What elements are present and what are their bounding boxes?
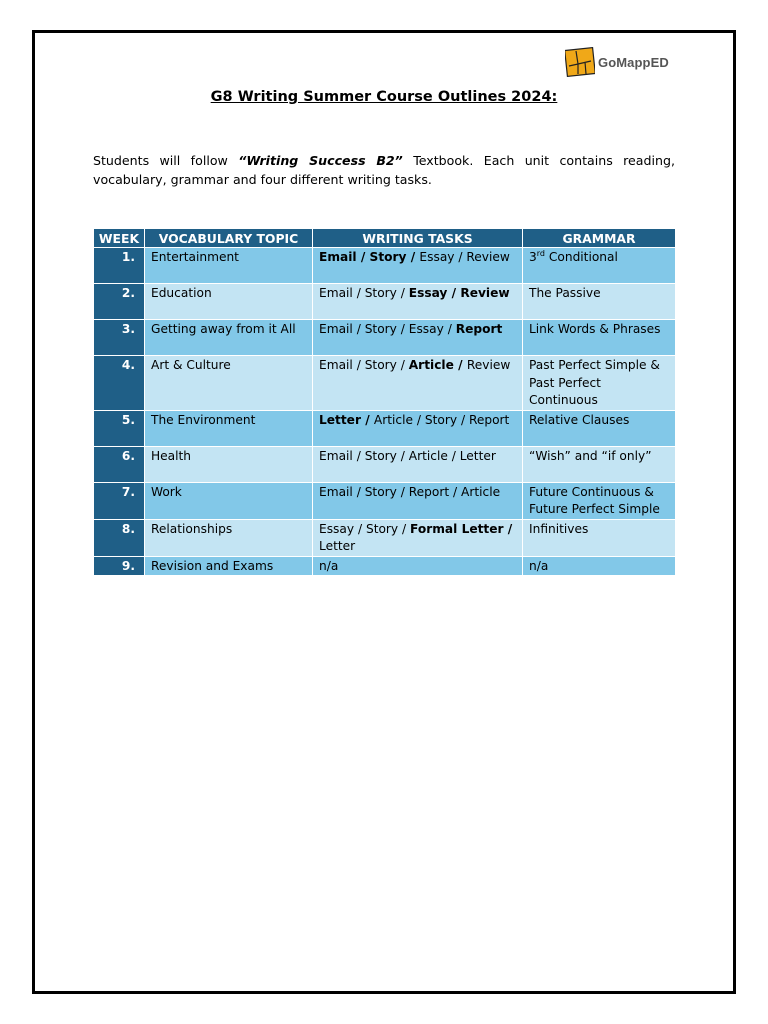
writing-task-part: /: [454, 250, 467, 264]
writing-task-part: /: [457, 412, 469, 427]
table-row: [94, 556, 676, 576]
writing-task-part: /: [443, 322, 456, 336]
grammar-cell: [523, 356, 676, 411]
writing-tasks-cell: [313, 519, 523, 556]
grammar-text: n/a: [529, 558, 549, 573]
writing-task-part: Article: [373, 412, 414, 427]
writing-task-part: Story: [364, 448, 397, 463]
writing-task-part: /: [413, 412, 425, 427]
writing-task-part: /: [352, 322, 365, 336]
writing-task-part: Story: [365, 521, 399, 536]
writing-task-part: /: [396, 484, 409, 499]
header-week: WEEK: [94, 229, 145, 248]
grammar-text-rest: Conditional: [545, 250, 618, 264]
grammar-cell: [523, 320, 676, 356]
week-cell: 5.: [94, 410, 145, 446]
header-vocabulary-topic: VOCABULARY TOPIC: [145, 229, 313, 248]
writing-task-part: /: [360, 412, 374, 427]
vocabulary-topic-cell: Revision and Exams: [145, 556, 313, 576]
header-grammar: GRAMMAR: [523, 229, 676, 248]
vocabulary-topic-cell: Entertainment: [145, 248, 313, 284]
writing-task-part: /: [396, 286, 409, 300]
writing-task-part: /: [453, 358, 467, 372]
grammar-text: Link Words & Phrases: [529, 322, 661, 336]
week-cell: 9.: [94, 556, 145, 576]
table-header-row: [94, 229, 676, 248]
writing-task-part: /: [503, 521, 513, 536]
vocabulary-topic-cell: Relationships: [145, 519, 313, 556]
writing-tasks-cell: [313, 446, 523, 482]
vocabulary-topic-cell: Work: [145, 482, 313, 519]
grammar-text: Infinitives: [529, 521, 589, 536]
grammar-cell: [523, 482, 676, 519]
table-row: [94, 356, 676, 411]
logo-map-icon: [565, 47, 595, 77]
table-row: [94, 410, 676, 446]
grammar-cell: [523, 446, 676, 482]
writing-task-part: Report: [468, 412, 510, 427]
week-cell: 6.: [94, 446, 145, 482]
writing-task-part: /: [406, 250, 420, 264]
week-cell: 7.: [94, 482, 145, 519]
writing-task-part: Essay: [408, 286, 448, 300]
table-row: [94, 446, 676, 482]
intro-text-after: Textbook. Each unit contains reading, vocabulary, grammar and four different writing tasks.: [93, 153, 675, 187]
writing-task-part: Letter: [319, 412, 361, 427]
week-cell: 8.: [94, 519, 145, 556]
writing-task-part: n/a: [319, 558, 339, 573]
page-title: G8 Writing Summer Course Outlines 2024:: [210, 89, 558, 105]
writing-task-part: Story: [364, 322, 397, 336]
writing-task-part: Email: [319, 250, 357, 264]
writing-tasks-cell: [313, 356, 523, 411]
grammar-cell: [523, 248, 676, 284]
writing-task-part: /: [398, 521, 411, 536]
writing-task-part: Email: [319, 484, 353, 499]
writing-task-part: Letter: [319, 539, 356, 553]
table-row: [94, 284, 676, 320]
writing-task-part: Email: [319, 322, 353, 336]
writing-task-part: Article: [408, 448, 448, 463]
table-row: [94, 482, 676, 519]
writing-task-part: Report: [408, 484, 450, 499]
textbook-name: “Writing Success B2”: [238, 153, 403, 168]
writing-task-part: /: [396, 358, 409, 372]
writing-task-part: Report: [455, 322, 503, 336]
writing-task-part: Letter: [459, 448, 496, 463]
logo-text: GoMappED: [598, 54, 669, 70]
grammar-cell: [523, 519, 676, 556]
writing-task-part: Story: [424, 412, 458, 427]
writing-tasks-cell: [313, 284, 523, 320]
writing-task-part: Email: [319, 448, 353, 463]
writing-task-part: /: [447, 448, 460, 463]
writing-task-part: /: [352, 484, 365, 499]
week-cell: 1.: [94, 248, 145, 284]
writing-task-part: Review: [466, 358, 511, 372]
writing-tasks-cell: [313, 556, 523, 576]
week-cell: 2.: [94, 284, 145, 320]
writing-task-part: /: [396, 322, 409, 336]
writing-task-part: /: [352, 286, 365, 300]
writing-task-part: Article: [461, 484, 501, 499]
writing-task-part: Essay: [408, 322, 444, 336]
course-outline-table: [93, 228, 676, 576]
writing-task-part: Review: [460, 286, 510, 300]
writing-tasks-cell: [313, 482, 523, 519]
grammar-superscript: rd: [536, 248, 545, 258]
writing-task-part: Essay: [319, 521, 355, 536]
writing-tasks-cell: [313, 248, 523, 284]
writing-task-part: Review: [466, 250, 510, 264]
writing-task-part: /: [352, 358, 365, 372]
writing-task-part: /: [354, 521, 366, 536]
writing-task-part: /: [449, 484, 462, 499]
week-cell: 4.: [94, 356, 145, 411]
table-row: [94, 320, 676, 356]
writing-tasks-cell: [313, 320, 523, 356]
vocabulary-topic-cell: Health: [145, 446, 313, 482]
vocabulary-topic-cell: The Environment: [145, 410, 313, 446]
writing-task-part: /: [396, 448, 409, 463]
writing-task-part: Story: [364, 484, 397, 499]
grammar-text: The Passive: [529, 286, 601, 300]
vocabulary-topic-cell: Art & Culture: [145, 356, 313, 411]
writing-task-part: Article: [408, 358, 454, 372]
writing-task-part: Story: [364, 286, 397, 300]
writing-task-part: Formal Letter: [410, 521, 504, 536]
writing-task-part: /: [356, 250, 370, 264]
grammar-text: “Wish” and “if only”: [529, 448, 652, 463]
week-cell: 3.: [94, 320, 145, 356]
grammar-cell: [523, 556, 676, 576]
grammar-text: 3: [529, 250, 537, 264]
grammar-text: Past Perfect Simple & Past Perfect Continuous: [529, 358, 660, 407]
table-body: [94, 248, 676, 576]
grammar-cell: [523, 410, 676, 446]
writing-task-part: /: [447, 286, 461, 300]
vocabulary-topic-cell: Education: [145, 284, 313, 320]
writing-task-part: Email: [319, 358, 353, 372]
table-row: [94, 519, 676, 556]
writing-task-part: /: [352, 448, 365, 463]
grammar-text: Relative Clauses: [529, 412, 630, 427]
writing-task-part: Essay: [419, 250, 455, 264]
grammar-text: Future Continuous & Future Perfect Simple: [529, 484, 660, 516]
intro-text-before: Students will follow: [93, 153, 239, 168]
writing-task-part: Story: [364, 358, 397, 372]
table-row: [94, 248, 676, 284]
logo: [565, 46, 669, 78]
vocabulary-topic-cell: Getting away from it All: [145, 320, 313, 356]
intro-paragraph: [93, 151, 675, 189]
writing-tasks-cell: [313, 410, 523, 446]
grammar-cell: [523, 284, 676, 320]
writing-task-part: Email: [319, 286, 353, 300]
header-writing-tasks: WRITING TASKS: [313, 229, 523, 248]
writing-task-part: Story: [369, 250, 407, 264]
